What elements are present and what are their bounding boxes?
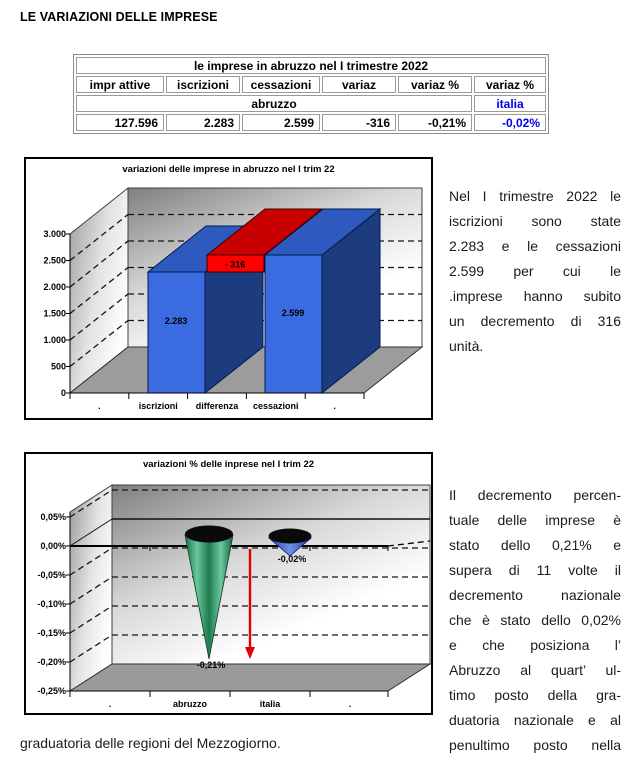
cone-chart-canvas [26, 454, 431, 713]
table-title: le imprese in abruzzo nel I trimestre 2022 [76, 57, 546, 74]
imprese-summary-table [73, 54, 549, 134]
value-impr-attive: 127.596 [76, 114, 164, 131]
table-region-row [76, 95, 546, 112]
y-axis-labels [37, 512, 66, 696]
x-axis-labels [109, 699, 352, 709]
col-header-variaz-pct-italia: variaz % [474, 76, 546, 93]
table-values-row [76, 114, 546, 131]
table-title-row [76, 57, 546, 74]
svg-text:iscrizioni: iscrizioni [138, 401, 178, 411]
svg-text:italia: italia [259, 699, 281, 709]
region-abruzzo-cell: abruzzo [76, 95, 472, 112]
value-variaz: -316 [322, 114, 396, 131]
text-line: .imprese hanno subito [449, 288, 621, 304]
value-cessazioni: 2.599 [242, 114, 320, 131]
svg-text:-0,05%: -0,05% [37, 570, 66, 580]
bar-chart-title: variazioni delle imprese in abruzzo nel I trim 22 [122, 164, 335, 175]
text-line: decremento nazionale [449, 587, 621, 603]
text-line: tuale delle imprese è [449, 512, 621, 528]
svg-text:2.500: 2.500 [43, 255, 66, 266]
text-line: Il decremento percen- [449, 487, 621, 503]
text-line: duatoria nazionale e al [449, 712, 621, 728]
svg-text:.: . [348, 699, 352, 709]
svg-text:-0,10%: -0,10% [37, 599, 66, 609]
svg-text:0: 0 [60, 388, 66, 398]
value-iscrizioni: 2.283 [166, 114, 240, 131]
text-line: supera di 11 volte il [449, 562, 621, 578]
svg-text:.: . [98, 401, 101, 411]
y-axis-labels [43, 229, 66, 398]
svg-text:abruzzo: abruzzo [172, 699, 208, 709]
paragraph-continuation: graduatoria delle regioni del Mezzogiorno. [20, 735, 281, 751]
svg-text:2.599: 2.599 [281, 308, 305, 318]
paragraph-trimestre [449, 184, 621, 359]
page-title: LE VARIAZIONI DELLE IMPRESE [20, 10, 218, 24]
region-italia-cell: italia [474, 95, 546, 112]
text-line: 2.283 e le cessazioni [449, 238, 621, 254]
text-line: e che posiziona l’ [449, 637, 621, 653]
col-header-cessazioni: cessazioni [242, 76, 320, 93]
bar-chart-imprese [24, 157, 433, 420]
svg-text:0,05%: 0,05% [40, 512, 66, 522]
text-line: Nel I trimestre 2022 le [449, 188, 621, 204]
svg-text:500: 500 [50, 361, 66, 372]
svg-text:- 316: - 316 [224, 259, 246, 270]
col-header-iscrizioni: iscrizioni [166, 76, 240, 93]
value-variaz-pct: -0,21% [398, 114, 472, 131]
text-line: stato dello 0,21% e [449, 537, 621, 553]
svg-text:2.283: 2.283 [164, 316, 188, 326]
y-axis [66, 234, 70, 393]
cone-chart-title: variazioni % delle inprese nel I trim 22 [142, 459, 315, 470]
svg-text:.: . [333, 401, 336, 411]
svg-text:-0,25%: -0,25% [37, 686, 66, 696]
x-axis [70, 691, 388, 697]
bar-chart-canvas [26, 159, 431, 418]
x-axis [70, 393, 364, 399]
svg-text:2.000: 2.000 [43, 282, 66, 292]
svg-text:-0,15%: -0,15% [37, 628, 66, 638]
text-line: penultimo posto nella [449, 737, 621, 753]
text-line: che è stato dello 0,02% [449, 612, 621, 628]
svg-text:cessazioni: cessazioni [253, 401, 299, 411]
text-line: Abruzzo al quart’ ul- [449, 662, 621, 678]
value-variaz-pct-italia: -0,02% [474, 114, 546, 131]
paragraph-decremento [449, 483, 621, 758]
col-header-impr-attive: impr attive [76, 76, 164, 93]
col-header-variaz: variaz [322, 76, 396, 93]
cone-chart-variazioni [24, 452, 433, 715]
text-line: 2.599 per cui le [449, 263, 621, 279]
y-axis [66, 512, 70, 691]
svg-text:3.000: 3.000 [43, 229, 66, 239]
text-line: iscrizioni sono state [449, 213, 621, 229]
text-line: timo posto della gra- [449, 687, 621, 703]
x-axis-labels [98, 401, 336, 411]
svg-text:-0,02%: -0,02% [277, 554, 307, 564]
svg-text:.: . [108, 699, 112, 709]
text-line: unità. [449, 338, 484, 354]
svg-text:-0,21%: -0,21% [196, 660, 226, 670]
svg-text:-0,20%: -0,20% [37, 657, 66, 667]
text-line: un decremento di 316 [449, 313, 621, 329]
col-header-variaz-pct: variaz % [398, 76, 472, 93]
table-header-row [76, 76, 546, 93]
svg-text:0,00%: 0,00% [40, 541, 66, 551]
svg-text:differenza: differenza [195, 401, 239, 411]
svg-text:1.500: 1.500 [43, 308, 66, 319]
svg-text:1.000: 1.000 [43, 335, 66, 345]
